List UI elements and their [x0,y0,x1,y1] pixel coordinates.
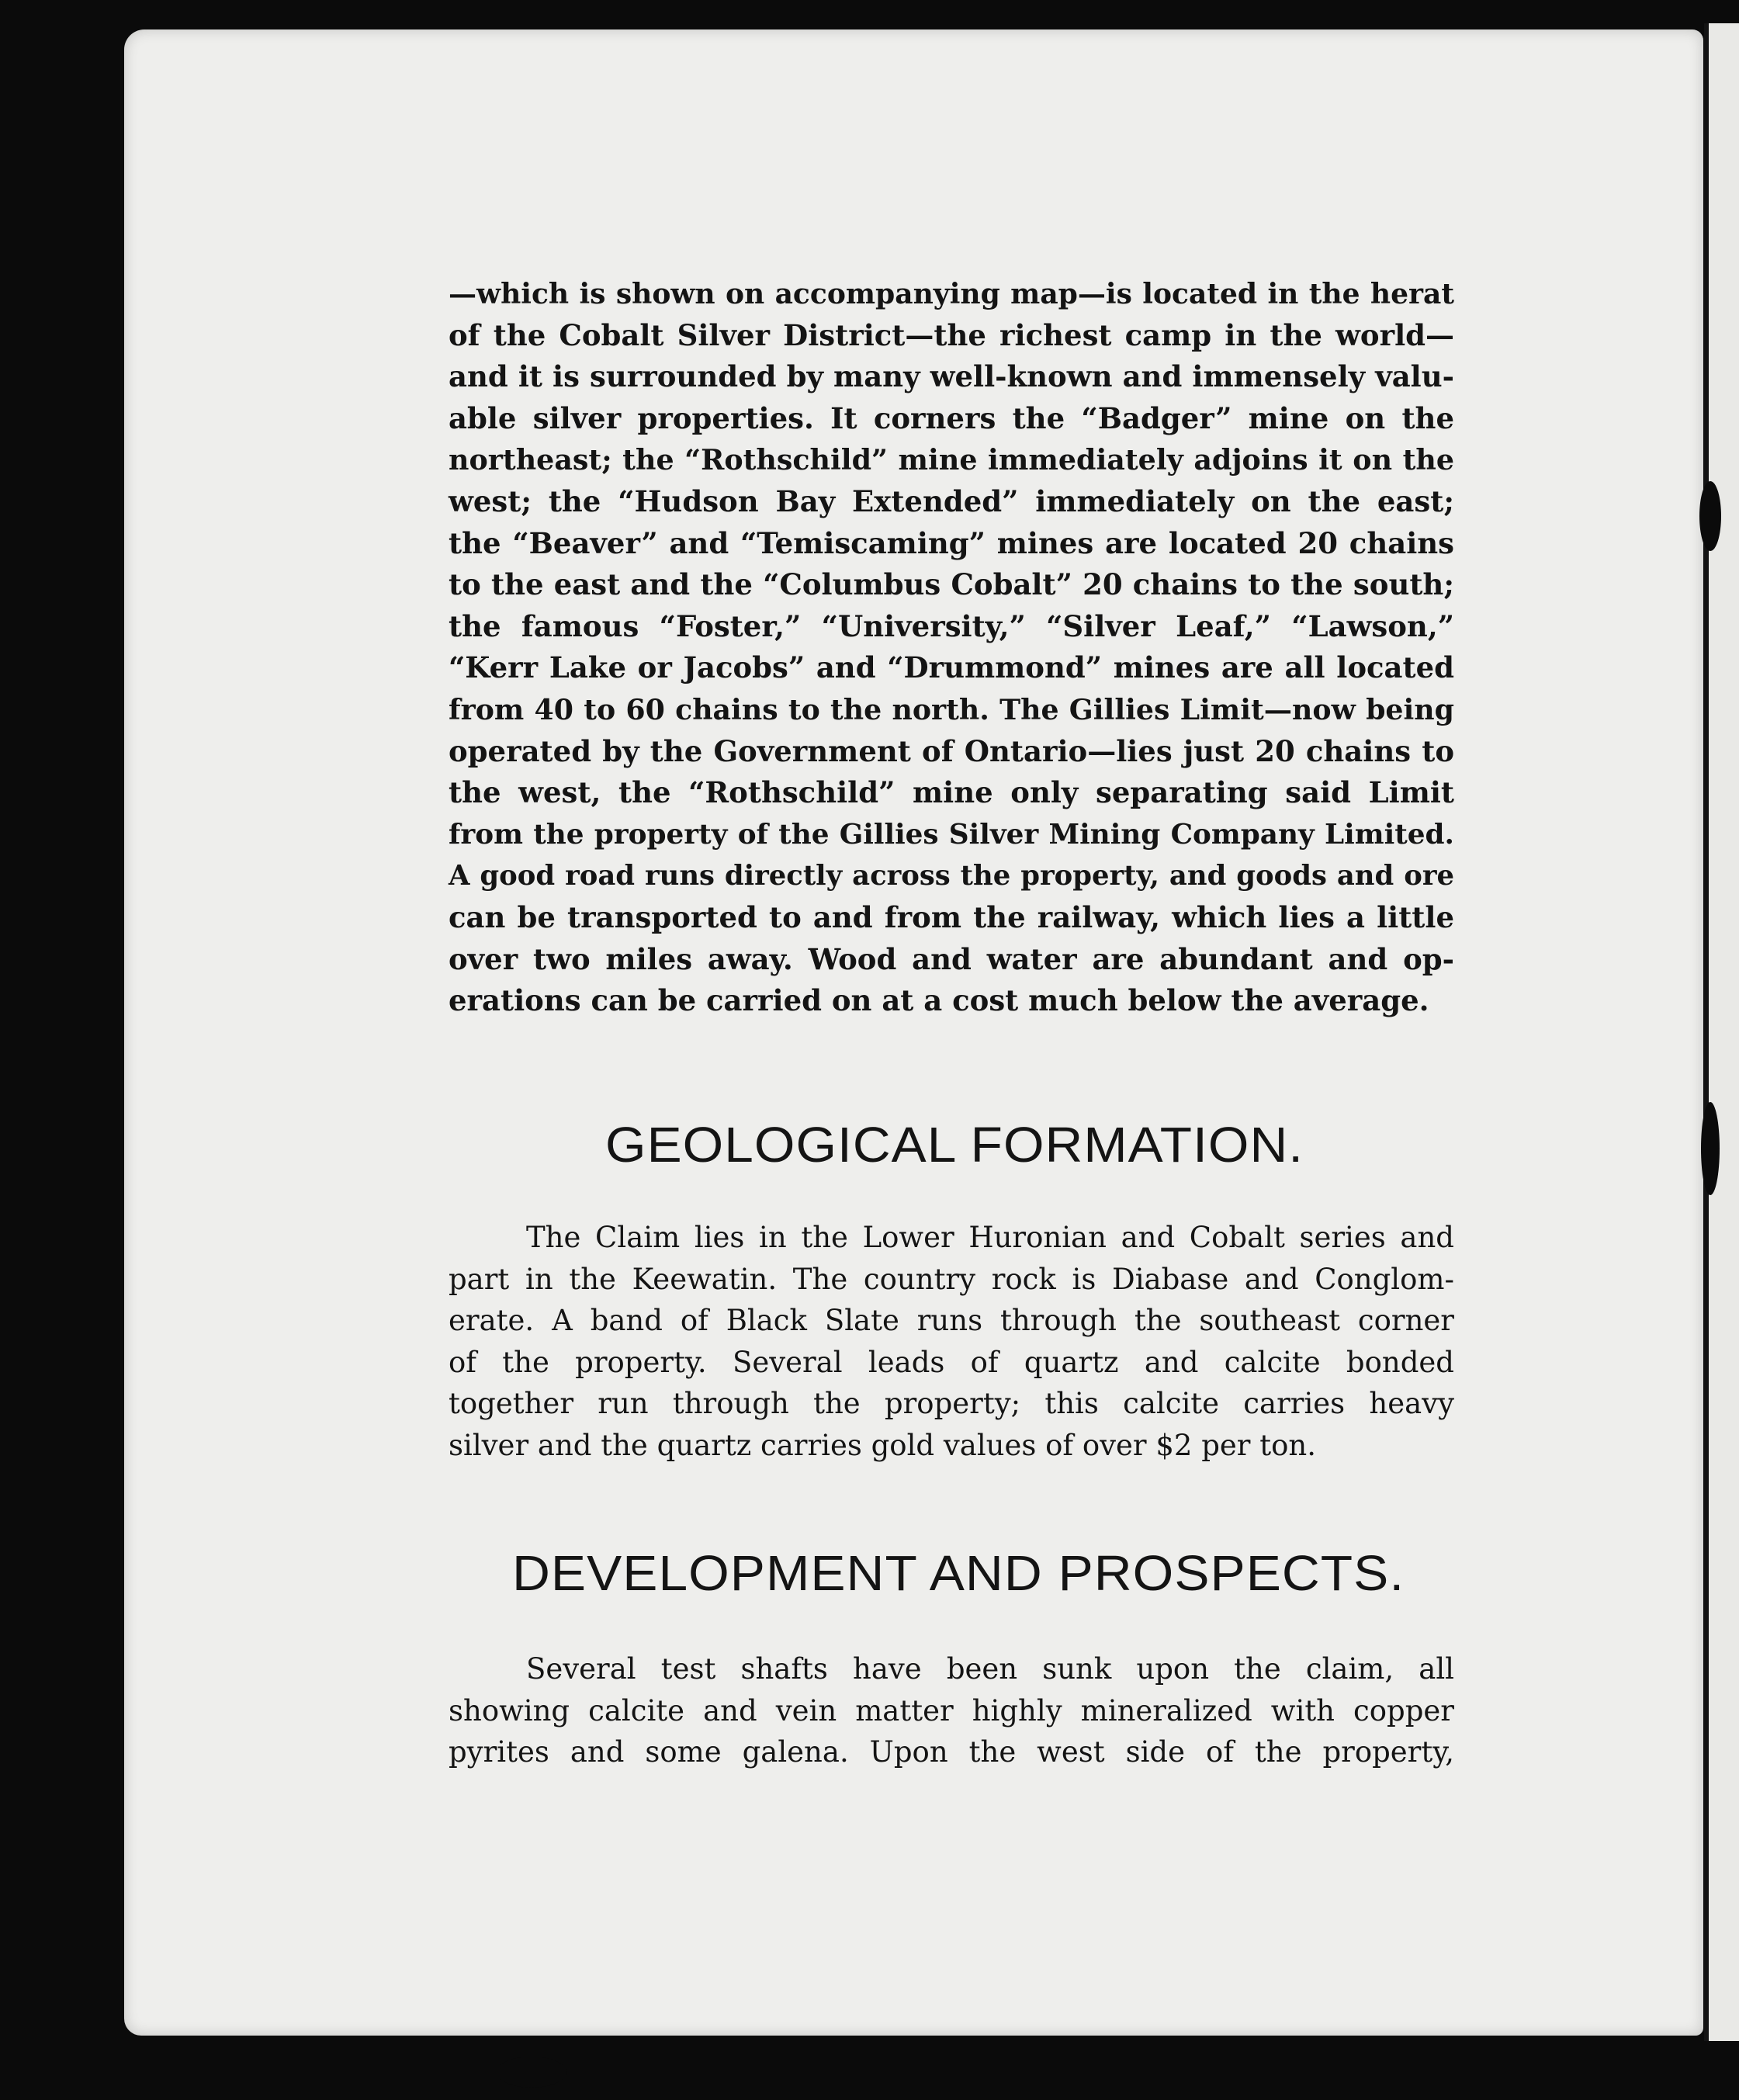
page-gutter-shadow [1704,23,1709,2041]
text-line: silver and the quartz carries gold values of over $2 per ton. [449,1428,1316,1462]
development-paragraph-text [449,1648,1454,1773]
text-line: over two miles away. Wood and water are abundant and op- [449,941,1454,976]
development-paragraph [449,1648,1454,1773]
text-line: together run through the property; this calcite carries heavy [449,1387,1454,1421]
text-line: the west, the “Rothschild” mine only separating said Limit [449,775,1454,810]
text-line: and it is surrounded by many well-known and immensely valu- [449,359,1454,394]
edge-blot [1701,1102,1720,1195]
text-line: A good road runs directly across the property, and goods and ore [449,860,1454,892]
text-line: northeast; the “Rothschild” mine immediately adjoins it on the [449,443,1454,477]
text-line: able silver properties. It corners the “Badger” mine on the [449,400,1454,435]
text-line: of the property. Several leads of quartz and calcite bonded [449,1345,1454,1379]
geology-paragraph [449,1217,1454,1467]
text-line: from the property of the Gillies Silver Mining Company Limited. [449,817,1454,851]
text-line: to the east and the “Columbus Cobalt” 20 chains to the south; [449,567,1454,602]
text-line: showing calcite and vein matter highly mineralized with copper [449,1693,1454,1727]
intro-paragraph [449,273,1454,1022]
adjacent-page-edge [1706,23,1739,2041]
text-line: part in the Keewatin. The country rock is Diabase and Conglom- [449,1262,1454,1296]
text-line: the “Beaver” and “Temiscaming” mines are located 20 chains [449,525,1454,560]
text-line: operated by the Government of Ontario—lies just 20 chains to [449,733,1454,768]
development-heading: DEVELOPMENT AND PROSPECTS. [512,1545,1405,1601]
text-line: pyrites and some galena. Upon the west side of the property, [449,1735,1454,1769]
geology-paragraph-text [449,1217,1454,1467]
text-line: erate. A band of Black Slate runs through the southeast corner [449,1304,1454,1338]
text-line: can be transported to and from the railway, which lies a little [449,899,1454,934]
text-line: Several test shafts have been sunk upon the claim, all [526,1652,1454,1686]
text-line: from 40 to 60 chains to the north. The Gillies Limit—now being [449,692,1454,726]
text-line: the famous “Foster,” “University,” “Silver Leaf,” “Lawson,” [449,608,1454,643]
text-line: erations can be carried on at a cost much below the average. [449,983,1429,1018]
text-line: “Kerr Lake or Jacobs” and “Drummond” mines are all located [449,650,1454,685]
text-line: The Claim lies in the Lower Huronian and Cobalt series and [526,1221,1454,1254]
text-line: —which is shown on accompanying map—is located in the herat [449,277,1454,310]
intro-paragraph-text [449,273,1454,1022]
edge-blot [1699,481,1721,551]
geology-heading: GEOLOGICAL FORMATION. [605,1117,1304,1173]
text-line: of the Cobalt Silver District—the richest camp in the world— [449,317,1454,352]
text-line: west; the “Hudson Bay Extended” immediately on the east; [449,483,1454,518]
edge-blot [497,2057,566,2088]
